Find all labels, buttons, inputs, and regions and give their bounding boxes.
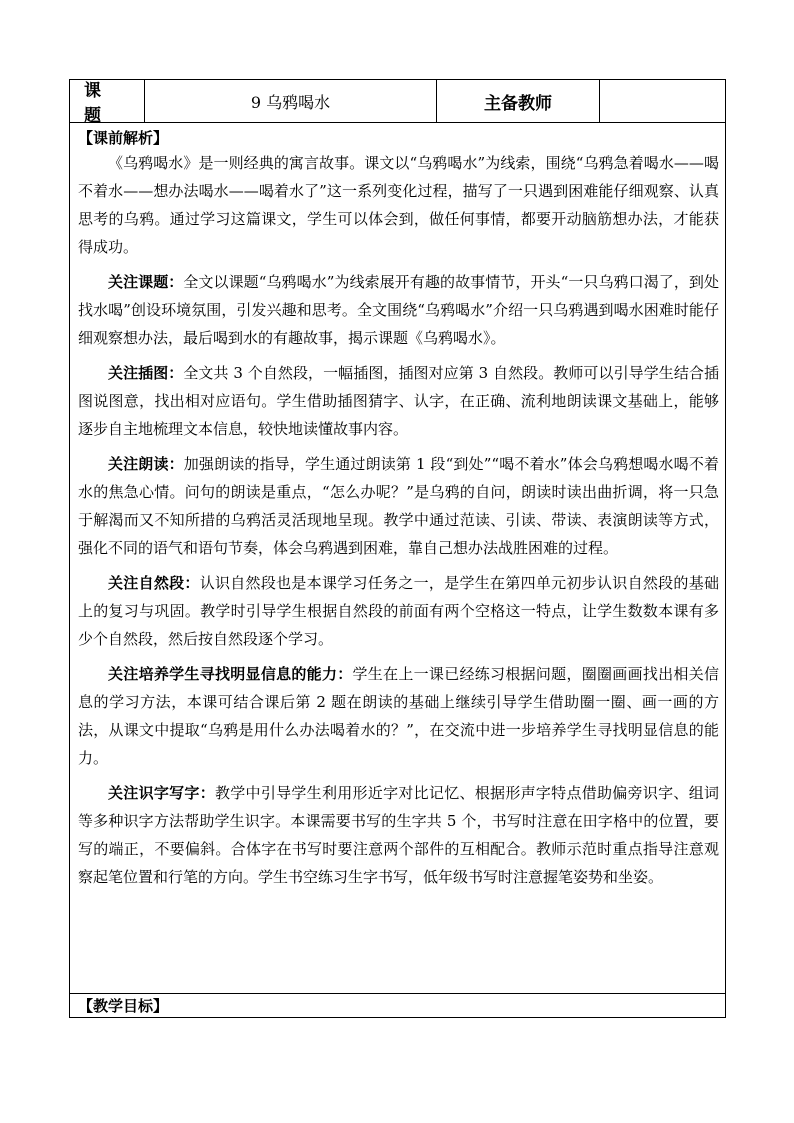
point-title: 关注自然段：: [108, 574, 200, 592]
point-paragraph: [78, 359, 719, 443]
pre-lesson-analysis: [70, 123, 725, 994]
teaching-goals-row: [70, 994, 725, 1017]
point-title: 关注识字写字：: [108, 784, 215, 802]
point-title: 关注培养学生寻找明显信息的能力：: [108, 665, 353, 683]
topic-label: 课 题: [70, 80, 145, 122]
point-text: 认识自然段也是本课学习任务之一，是学生在第四单元初步认识自然段的基础上的复习与巩固。教学时引导学生根据自然段的前面有两个空格这一特点，让学生数数本课有多少个自然段，然后按自然段逐个学习。: [78, 574, 719, 648]
point-paragraph: [78, 779, 719, 891]
point-title: 关注插图：: [108, 364, 184, 382]
point-paragraph: [78, 569, 719, 653]
point-text: 学生在上一课已经练习根据问题，圈圈画画找出相关信息的学习方法，本课可结合课后第 2 题在朗读的基础上继续引导学生借助圈一圈、画一画的方法，从课文中提取“乌鸦是用什么办法喝着水的？”，在交流中进一步培养学生寻找明显信息的能力。: [78, 665, 719, 767]
point-text: 教学中引导学生利用形近字对比记忆、根据形声字特点借助偏旁识字、组词等多种识字方法帮助学生识字。本课需要书写的生字共 5 个，书写时注意在田字格中的位置，要写的端正，不要偏斜。合体字在书写时要注意两个部件的互相配合。教师示范时重点指导注意观察起笔位置和行笔的方向。学生书空练习生字书写，低年级书写时注意握笔姿势和坐姿。: [78, 784, 719, 886]
point-text: 加强朗读的指导，学生通过朗读第 1 段“到处”“喝不着水”体会乌鸦想喝水喝不着水的焦急心情。问句的朗读是重点，“怎么办呢？”是乌鸦的自问，朗读时读出曲折调，将一只急于解渴而又不知所措的乌鸦活灵活现地呈现。教学中通过范读、引读、带读、表演朗读等方式，强化不同的语气和语句节奏，体会乌鸦遇到困难，靠自己想办法战胜困难的过程。: [78, 455, 719, 557]
point-paragraph: [78, 268, 719, 352]
header-row: [70, 80, 725, 126]
teacher-value: [600, 80, 725, 122]
lesson-plan-table: [69, 79, 726, 1018]
point-text: 全文以课题“乌鸦喝水”为线索展开有趣的故事情节，开头“一只乌鸦口渴了，到处找水喝”创设环境氛围，引发兴趣和思考。全文围绕“乌鸦喝水”介绍一只乌鸦遇到喝水困难时能仔细观察想办法，最后喝到水的有趣故事，揭示课题《乌鸦喝水》。: [78, 273, 719, 347]
goals-heading: 【教学目标】: [78, 996, 169, 1015]
point-title: 关注朗读：: [108, 455, 184, 473]
point-paragraph: [78, 450, 719, 562]
teacher-label: 主备教师: [437, 80, 600, 122]
point-text: 全文共 3 个自然段，一幅插图，插图对应第 3 自然段。教师可以引导学生结合插图说图意，找出相对应语句。学生借助插图猜字、认字，在正确、流利地朗读课文基础上，能够逐步自主地梳理文本信息，较快地读懂故事内容。: [78, 364, 719, 438]
lesson-title: 9 乌鸦喝水: [145, 80, 437, 122]
analysis-heading: 【课前解析】: [78, 129, 169, 147]
analysis-intro: 《乌鸦喝水》是一则经典的寓言故事。课文以“乌鸦喝水”为线索，围绕“乌鸦急着喝水——喝不着水——想办法喝水——喝着水了”这一系列变化过程，描写了一只遇到困难能仔细观察、认真思考的乌鸦。通过学习这篇课文，学生可以体会到，做任何事情，都要开动脑筋想办法，才能获得成功。: [78, 154, 719, 256]
point-title: 关注课题：: [108, 273, 184, 291]
point-paragraph: [78, 660, 719, 772]
